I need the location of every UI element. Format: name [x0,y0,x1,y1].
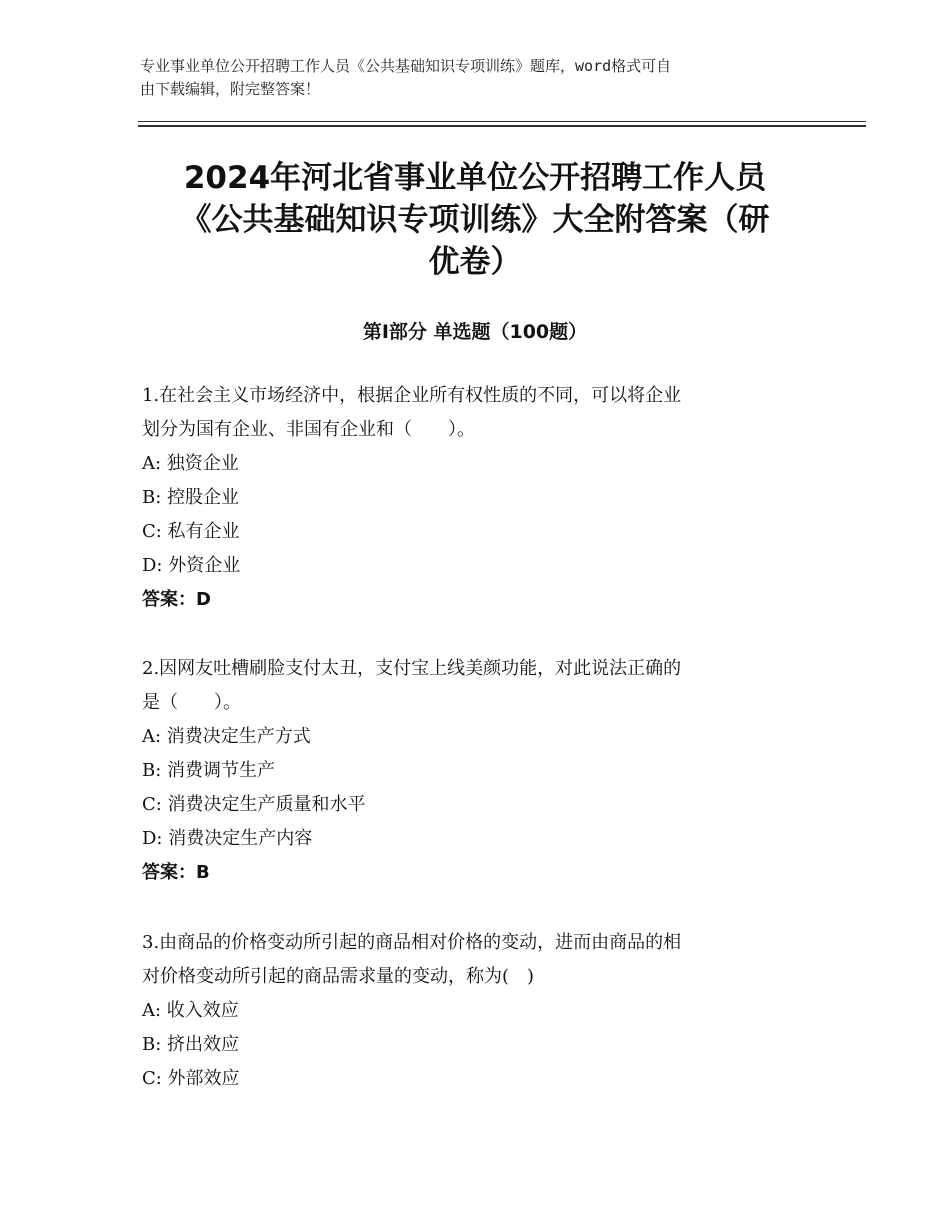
title-line: 《公共基础知识专项训练》大全附答案（研 [180,202,770,238]
title-line: 优卷） [428,244,522,280]
question-3 [142,926,822,1096]
option-a: A: 收入效应 [142,1000,239,1021]
question-stem [142,652,822,720]
header-divider [138,121,866,122]
header-note-line: 专业事业单位公开招聘工作人员《公共基础知识专项训练》题库，word格式可自 [140,57,672,75]
option-d: D: 外资企业 [142,555,241,576]
question-stem [142,926,822,994]
question-stem-line: 3.由商品的价格变动所引起的商品相对价格的变动，进而由商品的相 [142,932,682,953]
question-stem-line: 划分为国有企业、非国有企业和（ ）。 [142,419,475,440]
header-note-line: 由下载编辑，附完整答案！ [140,80,321,98]
answer-label: 答案：D [142,589,211,610]
option-a: A: 独资企业 [142,453,239,474]
option-c: C: 私有企业 [142,521,240,542]
answer-label: 答案：B [142,862,210,883]
option-b: B: 消费调节生产 [142,760,276,781]
question-1 [142,379,822,617]
option-d: D: 消费决定生产内容 [142,828,313,849]
option-c: C: 消费决定生产质量和水平 [142,794,366,815]
option-a: A: 消费决定生产方式 [142,726,311,747]
question-stem-line: 1.在社会主义市场经济中，根据企业所有权性质的不同，可以将企业 [142,385,682,406]
question-stem-line: 2.因网友吐槽刷脸支付太丑，支付宝上线美颜功能，对此说法正确的 [142,658,682,679]
question-stem-line: 是（ ）。 [142,692,241,713]
title-line: 2024年河北省事业单位公开招聘工作人员 [183,160,767,196]
question-stem-line: 对价格变动所引起的商品需求量的变动，称为( ) [142,966,535,987]
option-b: B: 控股企业 [142,487,240,508]
option-b: B: 挤出效应 [142,1034,240,1055]
section-heading: 第Ⅰ部分 单选题（100题） [362,321,588,343]
question-2 [142,652,822,890]
option-c: C: 外部效应 [142,1068,240,1089]
header-divider [138,125,866,127]
document-title [140,157,810,283]
question-stem [142,379,822,447]
header-note [140,55,820,101]
